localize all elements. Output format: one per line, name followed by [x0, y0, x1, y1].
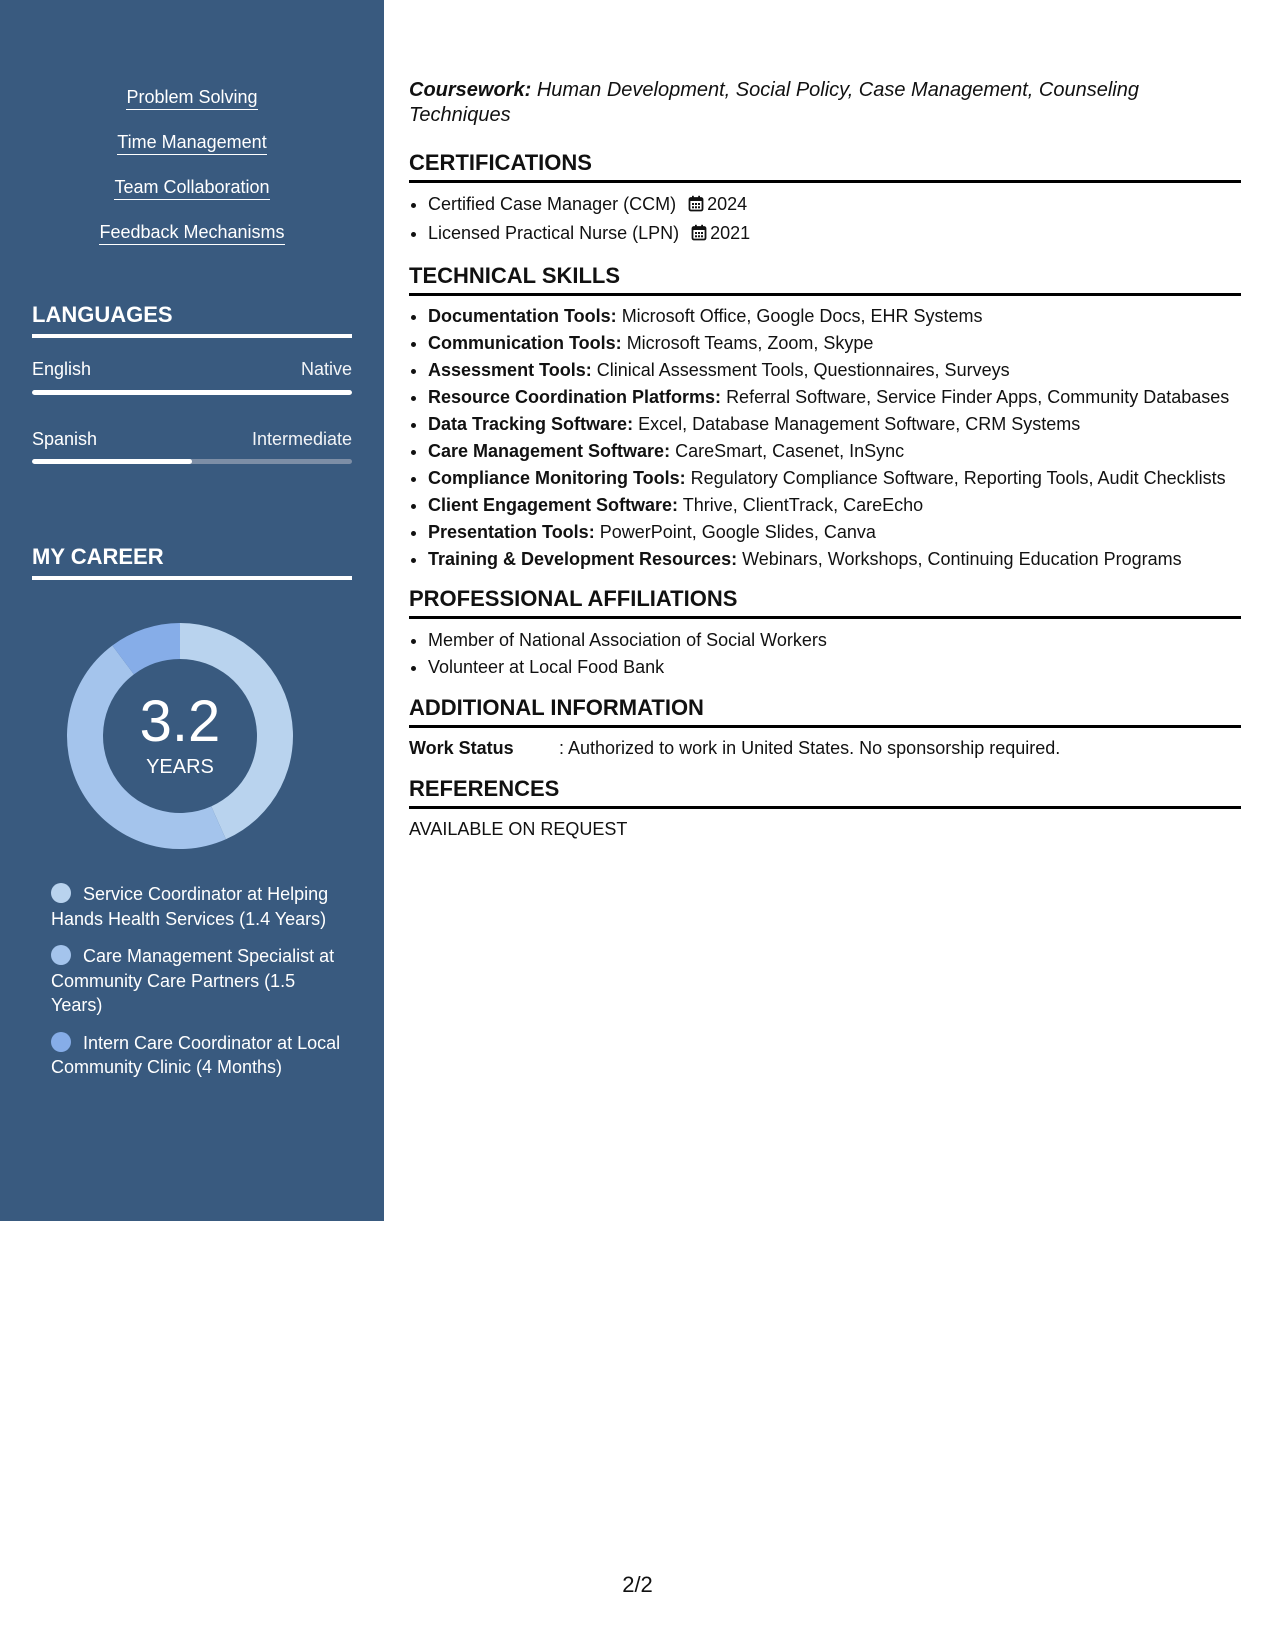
- technical-skill-value: CareSmart, Casenet, InSync: [675, 441, 905, 461]
- technical-skills-heading: TECHNICAL SKILLS: [409, 263, 1241, 296]
- page-number: 2/2: [622, 1572, 653, 1597]
- career-total-years: 3.2: [139, 689, 221, 754]
- technical-skill-value: Webinars, Workshops, Continuing Education Programs: [742, 549, 1182, 569]
- technical-skill-value: Clinical Assessment Tools, Questionnaires, Surveys: [596, 360, 1010, 380]
- career-item: [51, 882, 341, 931]
- technical-skill-label: Compliance Monitoring Tools:: [428, 468, 686, 488]
- technical-skill-item: [428, 331, 1241, 356]
- career-item-text: Service Coordinator at Helping Hands Health Services (1.4 Years): [51, 884, 329, 929]
- technical-skill-value: Referral Software, Service Finder Apps, Community Databases: [726, 387, 1230, 407]
- certification-item: [428, 220, 1241, 249]
- technical-skill-label: Assessment Tools:: [428, 360, 592, 380]
- soft-skill-time-management[interactable]: Time Management: [117, 131, 266, 155]
- language-bar-fill: [32, 390, 352, 395]
- calendar-icon: [691, 222, 707, 249]
- technical-skill-item: [428, 358, 1241, 383]
- language-bar-english: [32, 390, 352, 395]
- technical-skill-item: [428, 493, 1241, 518]
- certification-year: 2024: [707, 194, 748, 214]
- coursework-label: Coursework:: [409, 79, 532, 101]
- technical-skill-item: [428, 412, 1241, 437]
- language-name: English: [32, 359, 92, 379]
- soft-skill-team-collaboration[interactable]: Team Collaboration: [114, 176, 269, 200]
- technical-skill-label: Client Engagement Software:: [428, 495, 679, 515]
- career-total-unit: YEARS: [146, 756, 214, 778]
- career-item-text: Intern Care Coordinator at Local Community Clinic (4 Months): [51, 1032, 341, 1077]
- technical-skill-label: Resource Coordination Platforms:: [428, 387, 722, 407]
- technical-skill-item: [428, 466, 1241, 491]
- sidebar: [0, 0, 384, 1221]
- technical-skill-value: PowerPoint, Google Slides, Canva: [599, 522, 876, 542]
- technical-skill-item: [428, 304, 1241, 329]
- work-status-row: [409, 736, 1241, 760]
- career-legend: [51, 882, 341, 1093]
- technical-skill-item: [428, 520, 1241, 545]
- technical-skill-label: Communication Tools:: [428, 333, 622, 353]
- career-heading: MY CAREER: [32, 544, 352, 580]
- work-status-label: Work Status: [409, 737, 514, 758]
- affiliation-item: • Member of National Association of Social Workers: [428, 627, 1241, 654]
- technical-skill-label: Care Management Software:: [428, 441, 671, 461]
- language-level: Intermediate: [251, 429, 352, 449]
- work-status-value: : Authorized to work in United States. No sponsorship required.: [559, 737, 1061, 758]
- technical-skill-item: [428, 547, 1241, 572]
- technical-skill-item: [428, 385, 1241, 410]
- coursework-text: Human Development, Social Policy, Case Management, Counseling Techniques: [409, 79, 1139, 126]
- technical-skill-label: Training & Development Resources:: [428, 549, 738, 569]
- calendar-icon: [688, 193, 704, 220]
- additional-info-heading: ADDITIONAL INFORMATION: [409, 695, 1241, 728]
- technical-skill-value: Thrive, ClientTrack, CareEcho: [682, 495, 924, 515]
- soft-skill-feedback-mechanisms[interactable]: Feedback Mechanisms: [99, 221, 284, 245]
- certification-name: Certified Case Manager (CCM): [428, 194, 677, 214]
- language-level: Native: [300, 359, 352, 379]
- coursework: [409, 78, 1241, 128]
- career-dot-icon: [51, 1032, 71, 1052]
- soft-skill-problem-solving[interactable]: Problem Solving: [126, 86, 257, 110]
- language-bar-spanish: [32, 459, 352, 464]
- language-row-english: [32, 359, 352, 380]
- technical-skill-label: Presentation Tools:: [428, 522, 595, 542]
- soft-skills-list: [0, 86, 384, 266]
- affiliations-list: [409, 627, 1241, 681]
- career-donut-chart: [64, 620, 296, 852]
- technical-skill-value: Regulatory Compliance Software, Reporting Tools, Audit Checklists: [690, 468, 1226, 488]
- technical-skill-label: Data Tracking Software:: [428, 414, 634, 434]
- career-item: [51, 1031, 341, 1080]
- references-heading: REFERENCES: [409, 776, 1241, 809]
- certifications-list: [409, 191, 1241, 249]
- career-dot-icon: [51, 945, 71, 965]
- certifications-heading: CERTIFICATIONS: [409, 150, 1241, 183]
- technical-skill-value: Microsoft Teams, Zoom, Skype: [626, 333, 874, 353]
- affiliation-item: • Volunteer at Local Food Bank: [428, 654, 1241, 681]
- references-text: AVAILABLE ON REQUEST: [409, 818, 628, 839]
- technical-skill-value: Microsoft Office, Google Docs, EHR Systems: [621, 306, 983, 326]
- technical-skill-value: Excel, Database Management Software, CRM Systems: [638, 414, 1081, 434]
- language-bar-fill: [32, 459, 192, 464]
- technical-skill-label: Documentation Tools:: [428, 306, 617, 326]
- language-name: Spanish: [32, 429, 98, 449]
- career-item-text: Care Management Specialist at Community Care Partners (1.5 Years): [51, 946, 335, 1015]
- languages-heading: LANGUAGES: [32, 302, 352, 338]
- career-item: [51, 944, 341, 1018]
- certification-item: [428, 191, 1241, 220]
- affiliations-heading: PROFESSIONAL AFFILIATIONS: [409, 586, 1241, 619]
- certification-year: 2021: [710, 223, 751, 243]
- language-row-spanish: [32, 429, 352, 450]
- technical-skill-item: [428, 439, 1241, 464]
- main-content: [409, 78, 1241, 841]
- certification-name: Licensed Practical Nurse (LPN): [428, 223, 680, 243]
- career-dot-icon: [51, 883, 71, 903]
- technical-skills-list: [409, 304, 1241, 572]
